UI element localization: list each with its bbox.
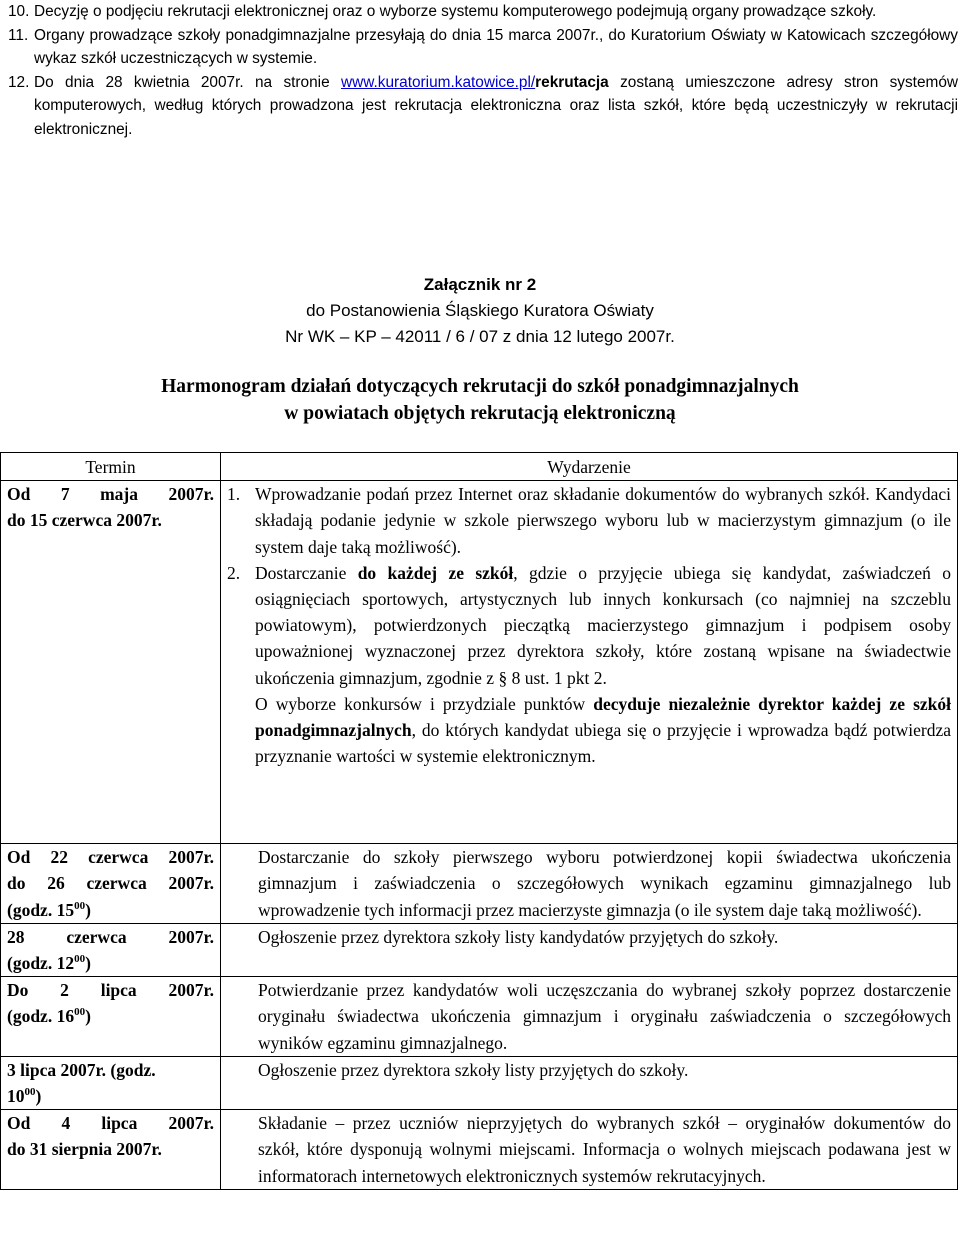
event-text-part: O wyborze konkursów i przydziale punktów [255,693,594,714]
term-cell [1,844,221,924]
event-cell [221,481,958,844]
event-item-1 [227,481,951,560]
event-number: 2. [227,562,241,583]
table-row [1,977,958,1057]
term-time-minutes: 00 [74,1006,86,1019]
list-item-12 [8,71,958,142]
list-text-before-link: Do dnia 28 kwietnia 2007r. na stronie [34,73,341,91]
list-text: Decyzję o podjęciu rekrutacji elektronicznej oraz o wyborze systemu komputerowego podejmują organy prowadzące szkoły. [34,3,877,20]
term-time-minutes: 00 [24,1086,36,1099]
table-row [1,1056,958,1109]
event-cell: Dostarczanie do szkoły pierwszego wyboru potwierdzonej kopii świadectwa ukończenia gimnazjum i zaświadczenia o szczegółowych wynikach egzaminu gimnazjalnego lub wprowadzenie tych informacji przez macierzyste gimnazja (o ile system daje taką możliwość). [221,844,958,924]
event-item-2 [227,560,951,770]
term-cell [1,923,221,976]
term-cell [1,481,221,844]
annex-subtitle: do Postanowienia Śląskiego Kuratora Oświaty [306,301,654,320]
term-time-close: ) [35,1086,42,1107]
table-row [1,923,958,976]
term-line: do 31 sierpnia 2007r. [7,1139,162,1160]
term-time-close: ) [85,953,91,974]
schedule-heading-line1: Harmonogram działań dotyczących rekrutacji do szkół ponadgimnazjalnych [161,376,799,397]
kuratorium-link[interactable]: www.kuratorium.katowice.pl/ [341,73,536,91]
table-row [1,844,958,924]
term-line [7,1003,214,1029]
list-text [34,71,958,142]
term-time: (godz. 12 [7,953,75,974]
column-header-event: Wydarzenie [221,453,958,481]
term-line: Od 4 lipca 2007r. [7,1113,214,1134]
term-cell [1,977,221,1057]
list-item-10 [8,0,958,24]
event-text-part: , do których kandydat ubiega się o przyjęcie i wprowadza bądź potwierdza przyznanie wartości w systemie elektronicznym. [255,720,951,767]
schedule-heading [0,373,960,427]
table-header-row [1,453,958,481]
event-text-bold: decyduje niezależnie dyrektor każdej ze szkół ponadgimnazjalnych [255,693,951,741]
event-text [255,560,951,770]
list-text: Organy prowadzące szkoły ponadgimnazjalne przesyłają do dnia 15 marca 2007r., do Kuratorium Oświaty w Katowicach szczegółowy wykaz szkół uczestniczących w systemie. [34,26,958,67]
term-time-close: ) [85,1006,91,1027]
term-line: do 26 czerwca 2007r. [7,873,214,894]
list-item-11 [8,24,958,71]
event-number: 1. [227,484,241,505]
event-text-part: , gdzie o przyjęcie ubiega się kandydat, zaświadczeń o osiągnięciach sportowych, artystycznych lub innych konkursach (co najmniej na szczeblu powiatowym), potwierdzonych pieczątką macierzystego gimnazjum i podpisem osoby upoważnionej wyznaczonej przez dyrektora szkoły, które zostaną wpisane na świadectwie ukończenia gimnazjum, zgodnie z § 8 ust. 1 pkt 2. [255,562,951,688]
event-text: Wprowadzanie podań przez Internet oraz składanie dokumentów do wybranych szkół. Kandydaci składają podanie jedynie w szkole pierwszego wyboru lub w macierzystym gimnazjum (o ile system daje taką możliwość). [255,484,951,557]
event-cell: Potwierdzanie przez kandydatów woli uczęszczania do wybranej szkoły poprzez dostarczenie oryginału świadectwa ukończenia gimnazjum i oryginału zaświadczenia o szczegółowych wyników egzaminu gimnazjalnego. [221,977,958,1057]
event-cell: Składanie – przez uczniów nieprzyjętych do wybranych szkół – oryginałów dokumentów do szkół, które dysponują wolnymi miejscami. Informacja o wolnych miejscach podawana jest w informatorach internetowych elektronicznych systemów rekrutacyjnych. [221,1110,958,1190]
term-line [7,1083,214,1109]
term-time-minutes: 00 [74,953,86,966]
term-line: 28 czerwca 2007r. [7,926,214,947]
term-time-minutes: 00 [74,899,86,912]
term-time: 10 [7,1086,25,1107]
link-bold-suffix: rekrutacja [535,73,609,91]
term-line [7,897,214,923]
event-cell: Ogłoszenie przez dyrektora szkoły listy kandydatów przyjętych do szkoły. [221,923,958,976]
term-time-close: ) [85,899,91,920]
list-number: 10. [8,3,30,20]
annex-title: Załącznik nr 2 [423,275,537,294]
annex-reference: Nr WK – KP – 42011 / 6 / 07 z dnia 12 lutego 2007r. [285,327,675,346]
column-header-term: Termin [1,453,221,481]
annex-header [0,272,960,350]
term-line: do 15 czerwca 2007r. [7,510,162,531]
term-time: (godz. 16 [7,1006,75,1027]
event-text-part: Dostarczanie [255,562,358,583]
term-line: Od 22 czerwca 2007r. [7,847,214,868]
list-number: 12. [8,73,30,91]
schedule-heading-line2: w powiatach objętych rekrutacją elektroniczną [284,403,676,424]
term-time: (godz. 15 [7,899,75,920]
term-line [7,950,214,976]
top-numbered-list [8,0,958,141]
list-text-after-link: zostaną umieszczone adresy stron systemów komputerowych, według których prowadzona jest rekrutacja elektroniczna oraz lista szkół, które będą uczestniczyły w rekrutacji elektronicznej. [34,73,959,138]
schedule-table [0,452,958,1190]
event-text-bold: do każdej ze szkół [357,562,514,583]
event-cell: Ogłoszenie przez dyrektora szkoły listy przyjętych do szkoły. [221,1056,958,1109]
term-cell [1,1056,221,1109]
term-line: Do 2 lipca 2007r. [7,980,214,1001]
table-row [1,481,958,844]
term-line: Od 7 maja 2007r. [7,484,214,505]
term-line: 3 lipca 2007r. (godz. [7,1059,156,1080]
list-number: 11. [8,26,29,44]
table-row [1,1110,958,1190]
term-cell [1,1110,221,1190]
